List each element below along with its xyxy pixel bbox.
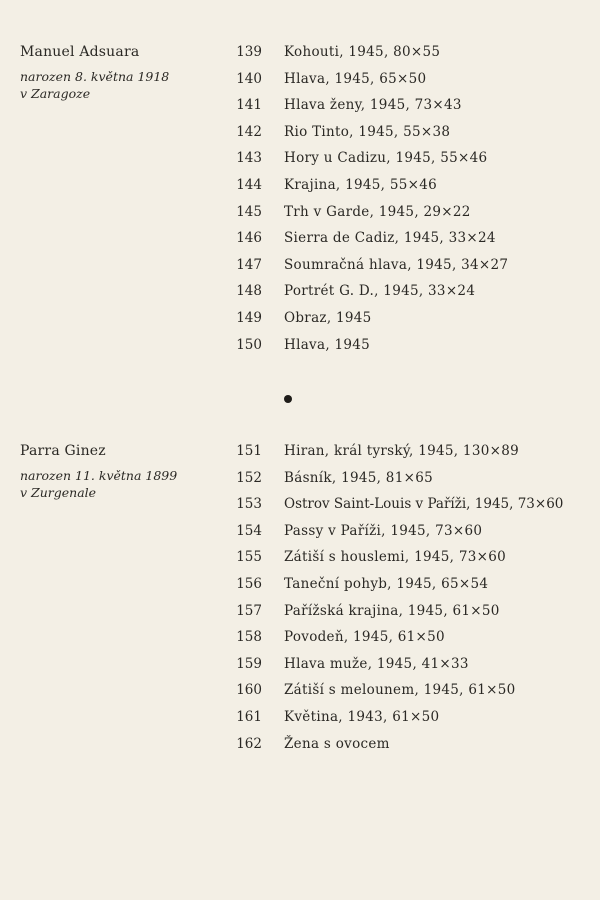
catalog-entry	[0, 682, 600, 700]
entry-title: Pařížská krajina, 1945, 61×50	[284, 602, 500, 619]
catalog-entry	[0, 656, 600, 674]
entry-title: Hlava ženy, 1945, 73×43	[284, 97, 462, 114]
entry-number: 151	[236, 443, 262, 459]
artist-name: Parra Ginez	[20, 443, 106, 459]
artist-name: Manuel Adsuara	[20, 44, 140, 60]
entry-number: 153	[236, 496, 262, 513]
catalog-entry	[0, 470, 600, 488]
entry-number: 144	[236, 177, 262, 193]
entry-title: Hory u Cadizu, 1945, 55×46	[284, 150, 488, 167]
entry-number: 160	[236, 682, 262, 699]
entry-title: Hlava, 1945	[284, 336, 371, 353]
catalog-entry	[0, 71, 600, 89]
entry-title: Trh v Garde, 1945, 29×22	[284, 203, 471, 220]
catalog-entry	[0, 603, 600, 621]
entry-number: 146	[236, 230, 262, 247]
entry-number: 159	[236, 655, 262, 672]
catalog-entry	[0, 204, 600, 222]
entry-title: Passy v Paříži, 1945, 73×60	[284, 522, 483, 539]
entry-title: Zátiší s houslemi, 1945, 73×60	[284, 549, 506, 566]
birth-place: v Zurgenale	[20, 485, 97, 500]
entry-title: Hlava, 1945, 65×50	[284, 70, 427, 87]
catalog-entry	[0, 150, 600, 168]
catalog-entry	[0, 736, 600, 754]
entry-number: 145	[236, 203, 262, 220]
catalog-entry	[0, 310, 600, 328]
entry-title: Hlava muže, 1945, 41×33	[284, 655, 469, 672]
catalog-entry	[0, 549, 600, 567]
catalog-entry	[0, 97, 600, 115]
entry-number: 161	[236, 709, 262, 725]
entry-title: Rio Tinto, 1945, 55×38	[284, 123, 451, 140]
entry-title: Sierra de Cadiz, 1945, 33×24	[284, 230, 496, 247]
entry-number: 156	[236, 576, 262, 592]
birth-place: v Zaragoze	[20, 86, 91, 101]
entry-title: Krajina, 1945, 55×46	[284, 177, 438, 193]
entry-title: Obraz, 1945	[284, 310, 372, 326]
birth-date: narozen 11. května 1899	[20, 468, 178, 483]
catalog-entry	[0, 283, 600, 301]
entry-number: 149	[236, 310, 262, 326]
catalog-entry	[0, 230, 600, 248]
entry-number: 140	[236, 70, 262, 87]
section-separator-dot	[284, 395, 292, 403]
entry-number: 143	[236, 150, 262, 167]
entry-number: 158	[236, 629, 262, 646]
entry-title: Ostrov Saint-Louis v Paříži, 1945, 73×60	[284, 496, 564, 513]
entry-number: 157	[236, 602, 262, 619]
entry-number: 162	[236, 735, 262, 752]
entry-number: 141	[236, 97, 262, 114]
catalog-entry	[0, 443, 600, 461]
entry-number: 152	[236, 469, 262, 486]
catalog-entry	[0, 257, 600, 275]
catalog-entry	[0, 629, 600, 647]
entry-title: Květina, 1943, 61×50	[284, 709, 440, 725]
catalog-entry	[0, 709, 600, 727]
entry-title: Soumračná hlava, 1945, 34×27	[284, 256, 509, 273]
entry-number: 155	[236, 549, 262, 566]
entry-number: 142	[236, 123, 262, 140]
catalog-entry	[0, 496, 600, 514]
catalog-entry	[0, 44, 600, 62]
entry-title: Básník, 1945, 81×65	[284, 469, 433, 486]
catalog-entry	[0, 523, 600, 541]
catalog-entry	[0, 124, 600, 142]
entry-title: Povodeň, 1945, 61×50	[284, 629, 445, 646]
entry-number: 154	[236, 522, 262, 539]
entry-title: Hiran, král tyrský, 1945, 130×89	[284, 443, 519, 459]
entry-title: Žena s ovocem	[284, 735, 390, 752]
catalog-entry	[0, 337, 600, 355]
entry-number: 148	[236, 283, 262, 300]
catalog-entry	[0, 576, 600, 594]
entry-title: Zátiší s melounem, 1945, 61×50	[284, 682, 516, 699]
entry-number: 147	[236, 256, 262, 273]
entry-title: Taneční pohyb, 1945, 65×54	[284, 576, 489, 592]
entry-title: Portrét G. D., 1945, 33×24	[284, 283, 476, 300]
birth-date: narozen 8. května 1918	[20, 69, 170, 84]
entry-title: Kohouti, 1945, 80×55	[284, 44, 441, 60]
entry-number: 139	[236, 44, 262, 60]
catalog-entry	[0, 177, 600, 195]
entry-number: 150	[236, 336, 262, 353]
